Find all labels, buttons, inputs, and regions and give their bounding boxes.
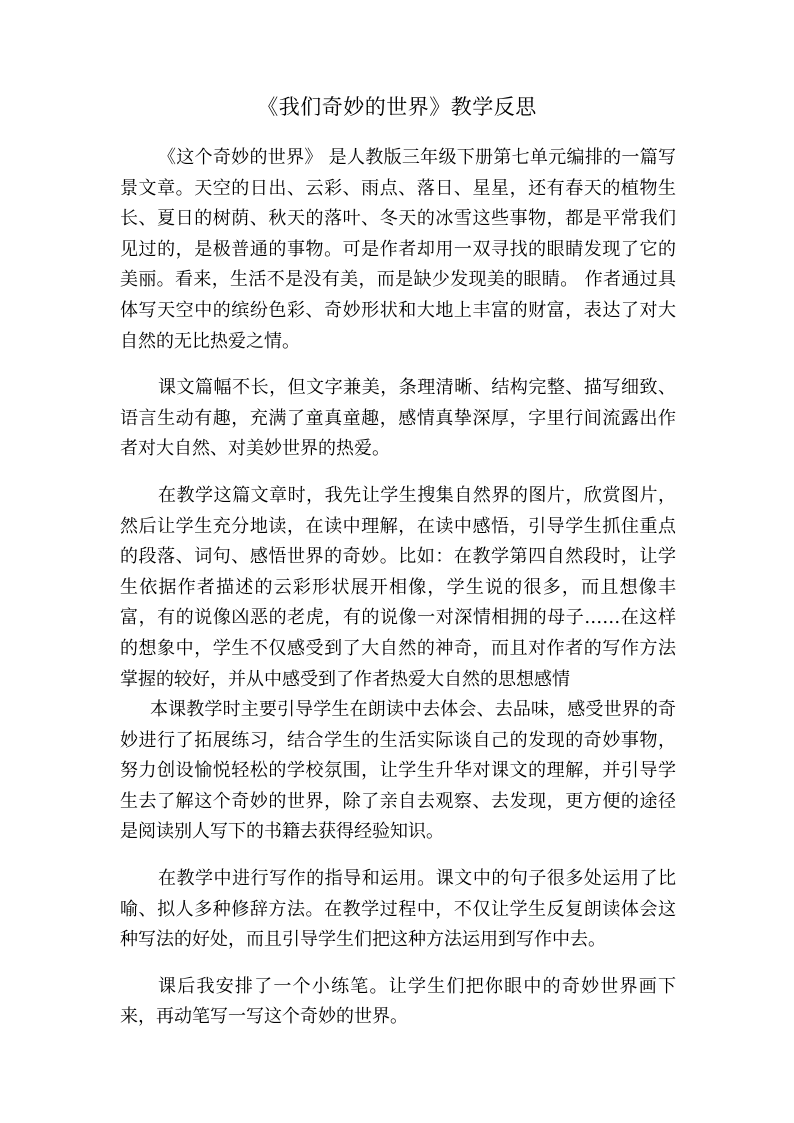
paragraph-3: 在教学这篇文章时，我先让学生搜集自然界的图片，欣赏图片，然后让学生充分地读，在读中理解，在读中感悟，引导学生抓住重点的段落、词句、感悟世界的奇妙。比如：在教学第四自然段时，让学生依据作者描述的云彩形状展开相像，学生说的很多，而且想像丰富，有的说像凶恶的老虎，有的说像一对深情相拥的母子……在这样的想象中，学生不仅感受到了大自然的神奇，而且对作者的写作方法掌握的较好，并从中感受到了作者热爱大自然的思想感情 xyxy=(120,484,676,690)
document-body xyxy=(120,143,676,1033)
paragraph-2: 课文篇幅不长，但文字兼美，条理清晰、结构完整、描写细致、语言生动有趣，充满了童真童趣，感情真挚深厚，字里行间流露出作者对大自然、对美妙世界的热爱。 xyxy=(120,377,676,460)
paragraph-5: 在教学中进行写作的指导和运用。课文中的句子很多处运用了比喻、拟人多种修辞方法。在教学过程中，不仅让学生反复朗读体会这种写法的好处，而且引导学生们把这种方法运用到写作中去。 xyxy=(120,868,676,951)
document-title: 《我们奇妙的世界》教学反思 xyxy=(257,95,537,119)
paragraph-4: 本课教学时主要引导学生在朗读中去体会、去品味，感受世界的奇妙进行了拓展练习，结合学生的生活实际谈自己的发现的奇妙事物，努力创设愉悦轻松的学校氛围，让学生升华对课文的理解，并引导学生去了解这个奇妙的世界，除了亲自去观察、去发现，更方便的途径是阅读别人写下的书籍去获得经验知识。 xyxy=(120,699,676,843)
paragraph-6: 课后我安排了一个小练笔。让学生们把你眼中的奇妙世界画下来，再动笔写一写这个奇妙的世界。 xyxy=(120,975,676,1028)
paragraph-1: 《这个奇妙的世界》 是人教版三年级下册第七单元编排的一篇写景文章。天空的日出、云彩、雨点、落日、星星，还有春天的植物生长、夏日的树荫、秋天的落叶、冬天的冰雪这些事物，都是平常我们见过的，是极普通的事物。可是作者却用一双寻找的眼睛发现了它的美丽。看来，生活不是没有美，而是缺少发现美的眼睛。 作者通过具体写天空中的缤纷色彩、奇妙形状和大地上丰富的财富，表达了对大自然的无比热爱之情。 xyxy=(120,147,676,352)
